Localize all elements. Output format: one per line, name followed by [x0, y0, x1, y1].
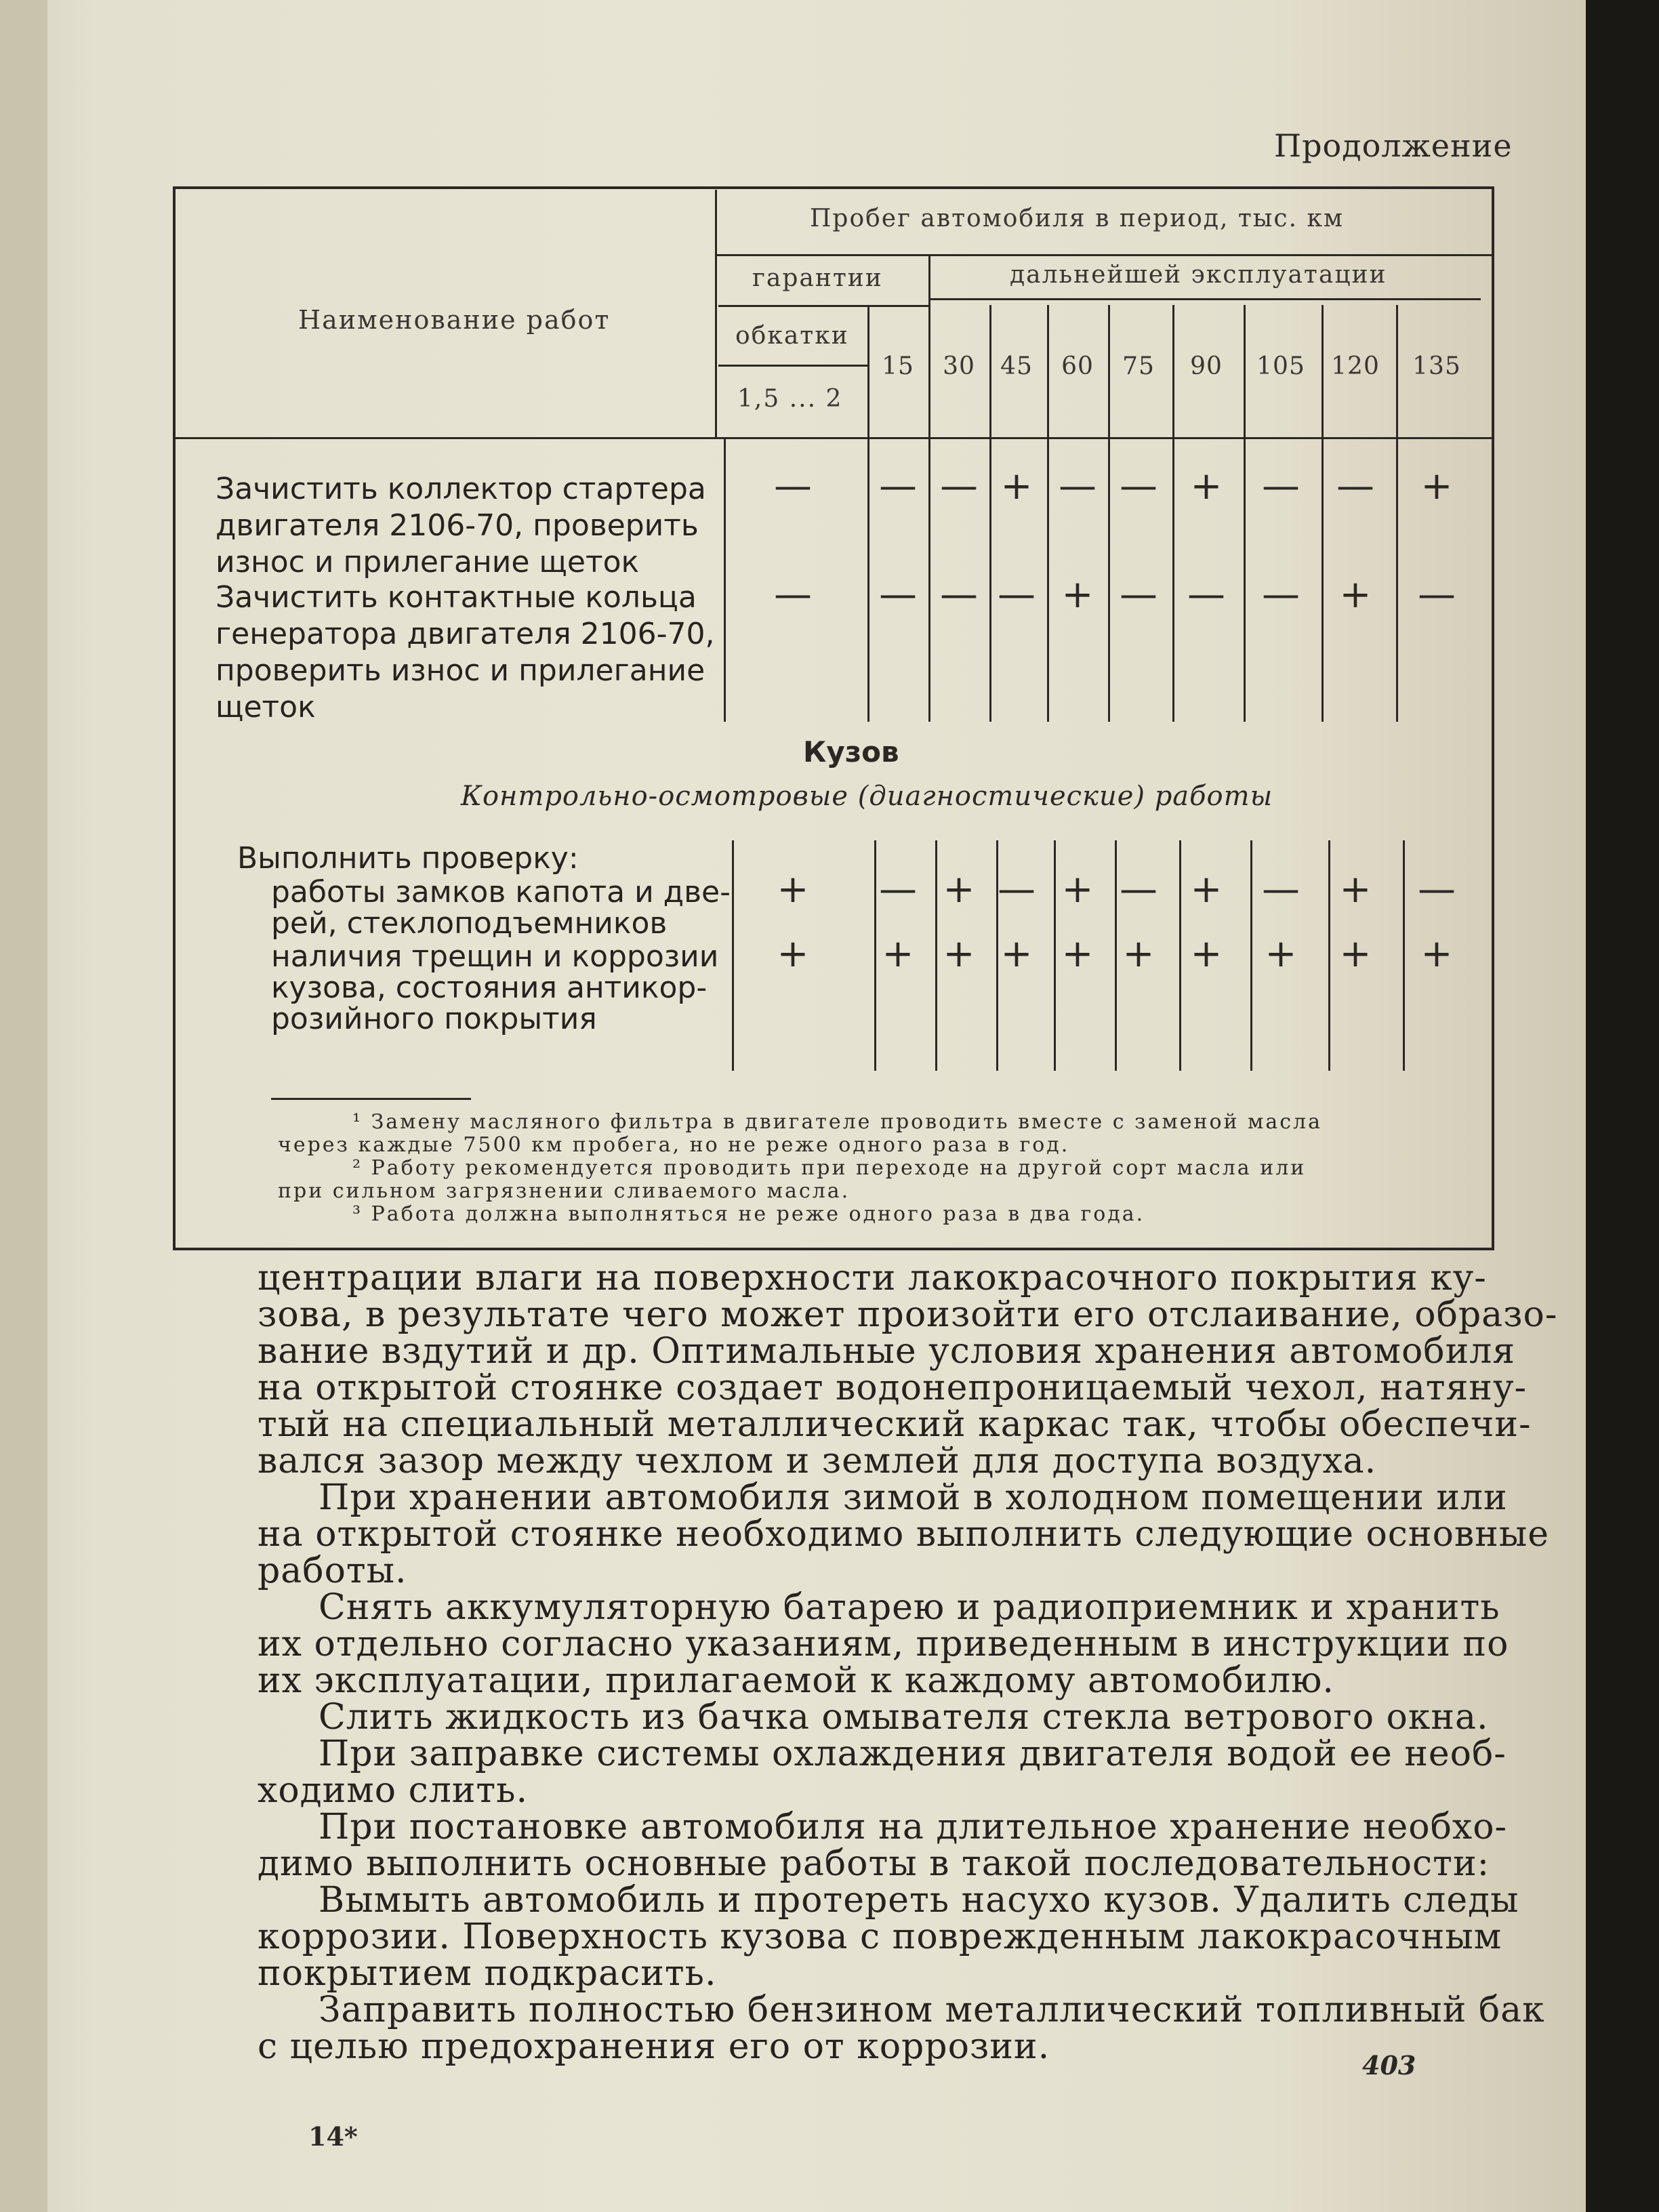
schedule-mark: +	[882, 932, 914, 976]
rows2-intro: Выполнить проверку:	[237, 841, 579, 876]
body-line: Снять аккумуляторную батарею и радиоприемник и хранить	[319, 1587, 1500, 1628]
background-edge	[1586, 0, 1659, 2212]
table-line	[928, 305, 930, 437]
schedule-mark: —	[940, 573, 978, 617]
page-gutter	[0, 0, 47, 2212]
table-line	[1328, 840, 1330, 1071]
body-line: коррозии. Поверхность кузова с поврежденным лакокрасочным	[258, 1917, 1502, 1957]
table-line	[928, 298, 1481, 300]
schedule-mark: —	[1120, 573, 1158, 617]
schedule-mark: —	[940, 464, 978, 508]
work-name-line: кузова, состояния антикор-	[271, 970, 708, 1005]
table-line	[1396, 305, 1398, 437]
schedule-mark: —	[1120, 867, 1158, 912]
work-name-line: розийного покрытия	[271, 1002, 597, 1036]
table-line	[928, 437, 930, 722]
schedule-mark: —	[879, 573, 917, 617]
schedule-mark: +	[1061, 573, 1094, 617]
schedule-mark: +	[943, 932, 975, 976]
body-line: Заправить полностью бензином металлический топливный бак	[319, 1990, 1545, 2030]
body-line: с целью предохранения его от коррозии.	[258, 2026, 1050, 2067]
body-line: центрации влаги на поверхности лакокрасочного покрытия ку-	[258, 1258, 1487, 1298]
body-line: на открытой стоянке создает водонепроницаемый чехол, натяну-	[258, 1368, 1528, 1408]
table-line	[715, 190, 717, 437]
table-line	[1322, 305, 1324, 437]
schedule-mark: —	[774, 573, 812, 617]
work-name-line: щеток	[216, 690, 316, 724]
section-subtitle: Контрольно-осмотровые (диагностические) работы	[461, 781, 1273, 812]
work-name-line: двигателя 2106-70, проверить	[216, 508, 699, 543]
table-line	[1244, 437, 1246, 722]
table-line	[718, 305, 928, 307]
footnote-line: ¹ Замену масляного фильтра в двигателе проводить вместе с заменой масла	[352, 1110, 1323, 1134]
table-line	[1047, 305, 1049, 437]
km-column-header: 75	[1122, 352, 1155, 380]
page-number: 403	[1362, 2050, 1416, 2081]
km-column-header: 120	[1331, 352, 1380, 380]
km-column-header: 90	[1190, 352, 1223, 380]
body-line: тый на специальный металлический каркас так, чтобы обеспечи-	[258, 1404, 1532, 1445]
km-column-header: 45	[1000, 352, 1033, 380]
body-line: вался зазор между чехлом и землей для доступа воздуха.	[258, 1441, 1377, 1481]
footnote-line: при сильном загрязнении сливаемого масла.	[278, 1179, 851, 1203]
schedule-mark: —	[1187, 573, 1225, 617]
km-column-header: 105	[1256, 352, 1305, 380]
body-line: покрытием подкрасить.	[258, 1953, 717, 1994]
schedule-mark: +	[1061, 932, 1094, 976]
footnote-line: ³ Работа должна выполняться не реже одного раза в два года.	[352, 1202, 1145, 1226]
table-line	[1108, 437, 1110, 722]
schedule-mark: —	[998, 573, 1036, 617]
schedule-mark: —	[1418, 573, 1456, 617]
table-line	[1172, 437, 1174, 722]
footnote-line: через каждые 7500 км пробега, но не реже одного раза в год.	[278, 1133, 1070, 1157]
footnote-line: ² Работу рекомендуется проводить при переходе на другой сорт масла или	[352, 1156, 1307, 1180]
schedule-mark: +	[1420, 464, 1453, 508]
table-line	[989, 437, 991, 722]
schedule-mark: —	[1059, 464, 1097, 508]
work-name-line: износ и прилегание щеток	[216, 545, 640, 579]
body-line: димо выполнить основные работы в такой последовательности:	[258, 1843, 1490, 1884]
km-column-header: 60	[1061, 352, 1094, 380]
schedule-mark: +	[1190, 464, 1223, 508]
schedule-mark: —	[1262, 573, 1300, 617]
km-column-header: 135	[1412, 352, 1461, 380]
body-line: работы.	[258, 1551, 407, 1591]
work-name-line: Зачистить коллектор стартера	[216, 472, 706, 506]
schedule-mark: —	[1336, 464, 1374, 508]
schedule-mark: +	[777, 867, 809, 912]
schedule-mark: +	[1190, 932, 1223, 976]
work-name-line: генератора двигателя 2106-70,	[216, 617, 715, 651]
mileage-header: Пробег автомобиля в период, тыс. км	[810, 205, 1344, 232]
schedule-mark: +	[1061, 867, 1094, 912]
body-line: При заправке системы охлаждения двигателя водой ее необ-	[319, 1734, 1507, 1774]
table-line	[1322, 437, 1324, 722]
work-name-line: наличия трещин и коррозии	[271, 939, 719, 974]
table-line	[1250, 840, 1252, 1071]
continuation-label: Продолжение	[1274, 127, 1513, 164]
schedule-mark: +	[1339, 867, 1372, 912]
schedule-mark: +	[1265, 932, 1297, 976]
schedule-mark: —	[879, 464, 917, 508]
schedule-mark: +	[1000, 932, 1033, 976]
schedule-mark: —	[774, 464, 812, 508]
table-line	[724, 437, 726, 722]
body-line: их эксплуатации, прилагаемой к каждому автомобилю.	[258, 1660, 1334, 1701]
body-line: Вымыть автомобиль и протереть насухо кузов. Удалить следы	[319, 1880, 1519, 1921]
work-name-line: работы замков капота и две-	[271, 875, 731, 909]
table-line	[1047, 437, 1049, 722]
break-in-header: обкатки	[735, 322, 849, 350]
work-name-line: рей, стеклоподъемников	[271, 906, 668, 941]
table-line	[1172, 305, 1174, 437]
km-column-header: 15	[882, 352, 914, 380]
body-line: При постановке автомобиля на длительное хранение необхо-	[319, 1807, 1508, 1847]
break-in-range: 1,5 ... 2	[737, 385, 843, 413]
work-name-line: проверить износ и прилегание	[216, 653, 705, 688]
body-line: зова, в результате чего может произойти его отслаивание, образо-	[258, 1294, 1558, 1335]
table-line	[1108, 305, 1110, 437]
section-title: Кузов	[803, 735, 899, 769]
schedule-mark: —	[1262, 464, 1300, 508]
body-line: на открытой стоянке необходимо выполнить следующие основные	[258, 1514, 1549, 1555]
schedule-mark: +	[1000, 464, 1033, 508]
table-line	[1403, 840, 1405, 1071]
schedule-mark: +	[943, 867, 975, 912]
work-name-line: Зачистить контактные кольца	[216, 580, 697, 615]
schedule-mark: —	[879, 867, 917, 912]
schedule-mark: —	[1418, 867, 1456, 912]
table-line	[1244, 305, 1246, 437]
schedule-mark: —	[1262, 867, 1300, 912]
table-line	[732, 840, 734, 1071]
work-name-header: Наименование работ	[298, 305, 611, 335]
signature-mark: 14*	[308, 2121, 358, 2152]
table-line	[867, 305, 869, 437]
body-line: их отдельно согласно указаниям, приведенным в инструкции по	[258, 1624, 1509, 1664]
table-line	[867, 437, 869, 722]
table-line	[173, 437, 1494, 439]
footnote-rule	[271, 1098, 471, 1100]
schedule-mark: +	[1339, 573, 1372, 617]
body-line: При хранении автомобиля зимой в холодном помещении или	[319, 1477, 1508, 1518]
schedule-mark: +	[1420, 932, 1453, 976]
table-line	[1179, 840, 1181, 1071]
body-line: Слить жидкость из бачка омывателя стекла ветрового окна.	[319, 1697, 1489, 1738]
schedule-mark: +	[777, 932, 809, 976]
table-line	[715, 254, 1494, 256]
schedule-mark: —	[998, 867, 1036, 912]
schedule-mark: +	[1339, 932, 1372, 976]
body-line: вание вздутий и др. Оптимальные условия хранения автомобиля	[258, 1331, 1516, 1372]
schedule-mark: —	[1120, 464, 1158, 508]
body-line: ходимо слить.	[258, 1770, 529, 1811]
further-header: дальнейшей эксплуатации	[1010, 261, 1387, 289]
table-line	[1396, 437, 1398, 722]
warranty-header: гарантии	[752, 264, 883, 292]
schedule-mark: +	[1122, 932, 1155, 976]
table-line	[718, 365, 867, 367]
schedule-mark: +	[1190, 867, 1223, 912]
km-column-header: 30	[943, 352, 975, 380]
